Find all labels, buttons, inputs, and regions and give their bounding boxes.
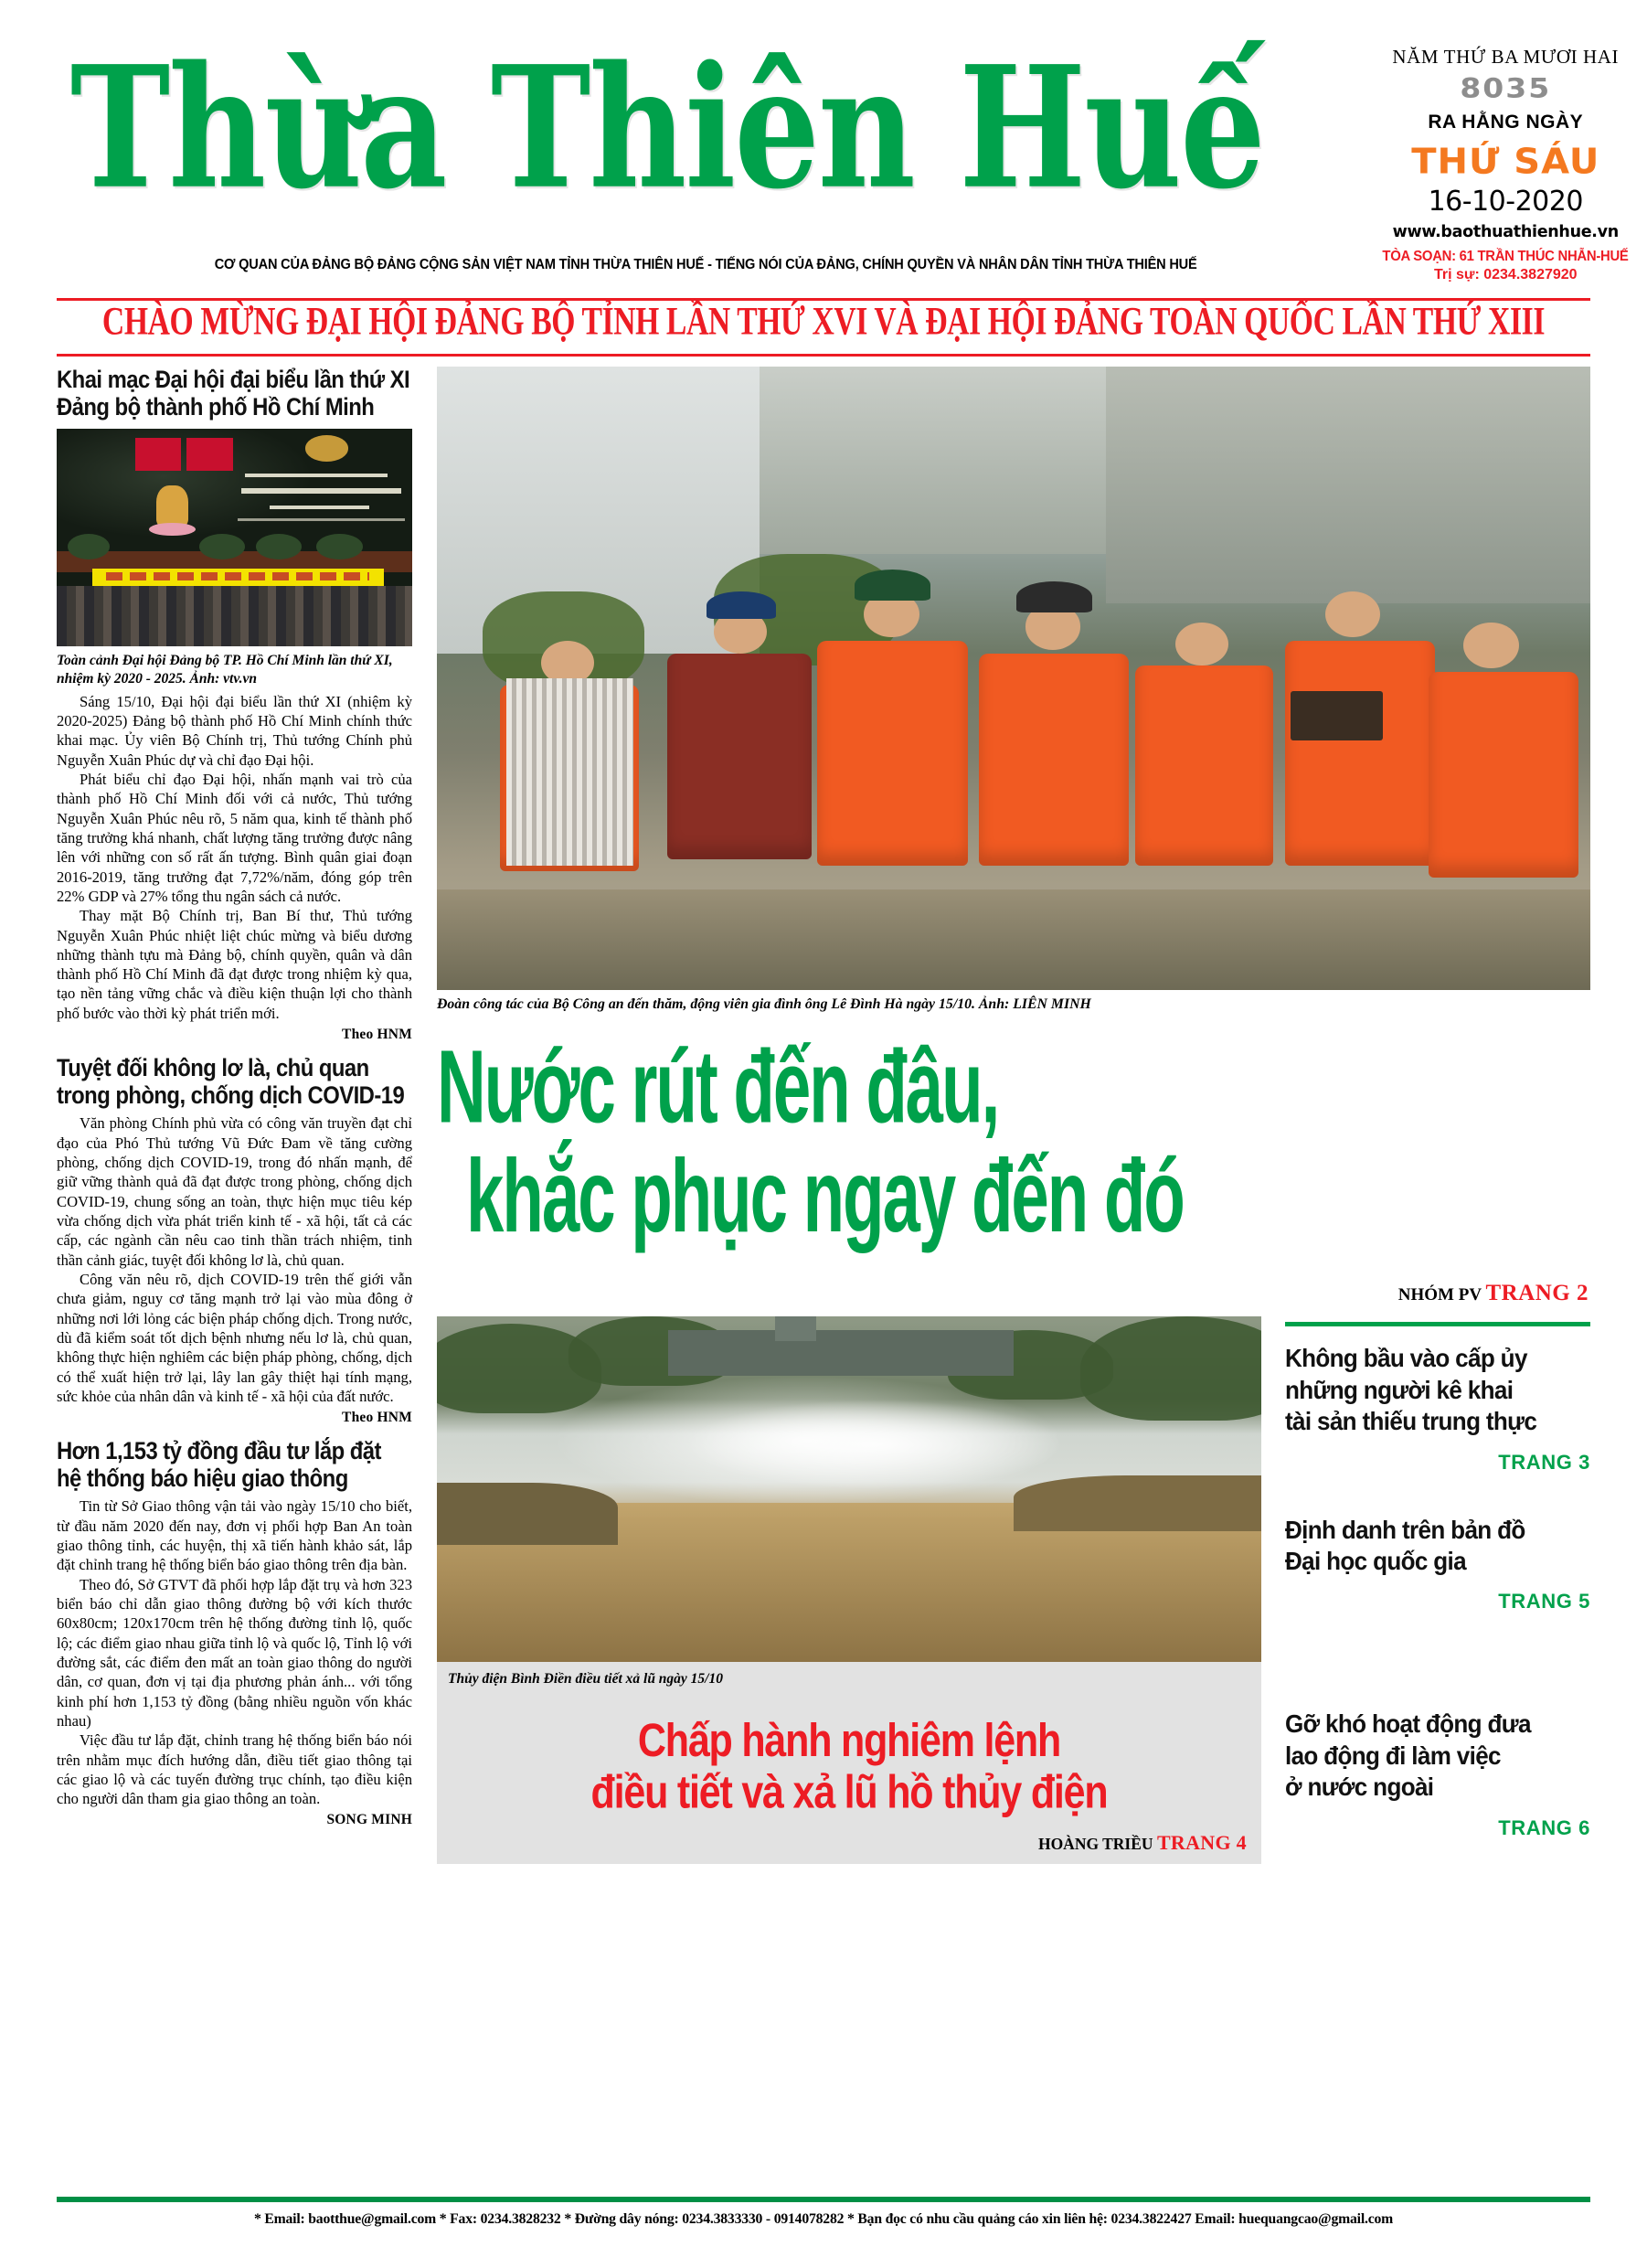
article2-headline-line1: Tuyệt đối không lơ là, chủ quan — [57, 1054, 369, 1082]
article2-paragraph: Văn phòng Chính phủ vừa có công văn truyền đạt chỉ đạo của Phó Thủ tướng Vũ Đức Đam về tăng cường phòng, chống dịch COVID-19, trong đó nhấn mạnh, để giữ vững thành quả đã đạt được trong phòng, chống dịch COVID-19, chung sống an toàn, thực hiện mục tiêu kép vừa chống dịch vừa phát triển kinh tế - xã hội, tất cả các cấp, các ngành cần nêu cao tinh thần trách nhiệm, tinh thần cảnh giác, tuyệt đối không lơ là, chủ quan. — [57, 1114, 412, 1269]
sidebar-item-2[interactable] — [1285, 1709, 1590, 1839]
article-hcmc-congress[interactable] — [57, 367, 412, 1043]
office-phone: Trị sự: 0234.3827920 — [1433, 267, 1578, 282]
article1-photo-caption — [57, 652, 412, 687]
footer-contact-text: * Email: baotthue@gmail.com * Fax: 0234.3828232 * Đường dây nóng: 0234.3833330 - 0914078282 * Bạn đọc có nhu cầu quảng cáo xin liên hệ: 0234.3822427 Email: huequangcao@gmail.com — [253, 2210, 1394, 2227]
article1-caption-text: Toàn cảnh Đại hội Đảng bộ TP. Hồ Chí Minh lần thứ XI, nhiệm kỳ 2020 - 2025. Ảnh: — [57, 653, 393, 687]
lower-section — [437, 1316, 1590, 1863]
article2-byline: Theo HNM — [342, 1410, 412, 1426]
article1-paragraph: Sáng 15/10, Đại hội đại biểu lần thứ XI (nhiệm kỳ 2020-2025) Đảng bộ thành phố Hồ Chí Minh chính thức khai mạc. Ủy viên Bộ Chính trị, Thủ tướng Chính phủ Nguyễn Xuân Phúc dự và chỉ đạo Đại hội. — [57, 692, 412, 769]
celebration-banner — [57, 298, 1590, 357]
sidebar-headline-line2: những người kê khai — [1285, 1375, 1514, 1404]
sidebar-headline-line1: Không bầu vào cấp ủy — [1285, 1344, 1527, 1373]
article3-headline[interactable] — [57, 1438, 412, 1492]
sidebar-headline-2[interactable] — [1285, 1709, 1589, 1803]
weekday-label: THỨ SÁU — [1411, 142, 1600, 182]
sidebar-item-1[interactable] — [1285, 1515, 1590, 1614]
main-column — [428, 367, 1590, 1864]
sidebar-headline-1[interactable] — [1285, 1515, 1589, 1578]
police-visiting-flood-victim-family-photo — [437, 367, 1590, 990]
lead-headline-line2: khắc phục ngay đến đó — [466, 1137, 1184, 1254]
main-photo-caption: Đoàn công tác của Bộ Công an đến thăm, động viên gia đình ông Lê Đình Hà ngày 15/10. Ảnh: LIÊN MINH — [437, 996, 1091, 1012]
banner-text: CHÀO MỪNG ĐẠI HỘI ĐẢNG BỘ TỈNH LẦN THỨ XVI VÀ ĐẠI HỘI ĐẢNG TOÀN QUỐC LẦN THỨ XIII — [101, 300, 1546, 344]
lead-credit-author: NHÓM PV — [1397, 1285, 1482, 1305]
left-column — [57, 367, 428, 1864]
masthead-tagline: CƠ QUAN CỦA ĐẢNG BỘ ĐẢNG CỘNG SẢN VIỆT NAM TỈNH THỪA THIÊN HUẾ - TIẾNG NÓI CỦA ĐẢNG, CHÍNH QUYỀN VÀ NHÂN DÂN TỈNH THỪA THIÊN HUẾ — [214, 256, 1197, 272]
masthead — [57, 0, 1629, 293]
article3-paragraph: Việc đầu tư lắp đặt, chỉnh trang hệ thống biển báo nói trên nhằm mục đích hướng dẫn, điều tiết giao thông tại các giao lộ và các tuyến đường trục chính, tạo điều kiện cho người dân tham gia giao thông an toàn. — [57, 1731, 412, 1808]
feature-headline-line1: Chấp hành nghiêm lệnh — [637, 1715, 1061, 1767]
article1-headline-line1: Khai mạc Đại hội đại biểu lần thứ XI — [57, 366, 410, 393]
article3-paragraph: Tin từ Sở Giao thông vận tải vào ngày 15/10 cho biết, từ đầu năm 2020 đến nay, đơn vị phối hợp Ban An toàn giao thông tỉnh, các huyện, thị xã tiến hành khảo sát, lắp đặt chỉnh trang hệ thống biển báo giao thông trên địa bàn. — [57, 1497, 412, 1574]
article-covid-vigilance[interactable] — [57, 1055, 412, 1426]
sidebar-headline-line1: Định danh trên bản đồ — [1285, 1515, 1525, 1544]
feature-credit — [448, 1831, 1250, 1855]
article3-headline-line2: hệ thống báo hiệu giao thông — [57, 1464, 348, 1492]
feature-credit-author: HOÀNG TRIỀU — [1037, 1834, 1153, 1853]
content-area — [57, 367, 1590, 1864]
sidebar-page-2[interactable]: TRANG 6 — [1498, 1815, 1590, 1839]
feature-headline-line2: điều tiết và xả lũ hồ thủy điện — [590, 1767, 1108, 1819]
sidebar-headline-0[interactable] — [1285, 1343, 1589, 1437]
article2-body — [57, 1113, 412, 1406]
sidebar-headline-line3: ở nước ngoài — [1285, 1773, 1434, 1802]
binh-dien-hydropower-discharge-photo — [437, 1316, 1261, 1662]
publication-frequency: RA HẰNG NGÀY — [1428, 112, 1584, 133]
sidebar-page-0[interactable]: TRANG 3 — [1498, 1450, 1590, 1474]
sidebar-headline-line2: lao động đi làm việc — [1285, 1741, 1501, 1770]
sidebar-headline-line1: Gỡ khó hoạt động đưa — [1285, 1709, 1531, 1739]
article2-headline-line2: trong phòng, chống dịch COVID-19 — [57, 1081, 405, 1109]
article3-body — [57, 1496, 412, 1808]
sidebar-green-rule — [1285, 1322, 1590, 1326]
banner-bottom-rule — [57, 354, 1590, 357]
lead-credit — [437, 1281, 1590, 1306]
lead-headline[interactable] — [437, 1028, 1590, 1254]
feature-panel — [437, 1662, 1261, 1863]
article2-paragraph: Công văn nêu rõ, dịch COVID-19 trên thế giới vẫn chưa giảm, nguy cơ tăng mạnh trở lại vào mùa đông ở những nơi lới lỏng các biện pháp chống dịch. Trong nước, dù đã kiểm soát tốt dịch bệnh nhưng nếu lơ là, chủ quan, không thực hiện nghiêm các biện pháp phòng, chống, dịch có thể xuất hiện trở lại, lây lan gây thiệt hại tính mạng, sức khỏe của nhân dân và kinh tế - xã hội của đất nước. — [57, 1270, 412, 1405]
feature-headline[interactable] — [448, 1715, 1250, 1819]
article1-byline: Theo HNM — [342, 1027, 412, 1043]
lead-headline-line1: Nước rút đến đâu, — [437, 1028, 999, 1145]
article1-caption-source: vtv.vn — [223, 670, 258, 687]
lead-credit-page[interactable]: TRANG 2 — [1485, 1281, 1589, 1306]
website-url[interactable]: www.baothuathienhue.vn — [1392, 223, 1619, 241]
office-address: TÒA SOẠN: 61 TRẦN THÚC NHẪN-HUẾ — [1382, 249, 1629, 264]
feature-block[interactable] — [437, 1316, 1272, 1863]
article1-headline-line2: Đảng bộ thành phố Hồ Chí Minh — [57, 392, 375, 421]
article3-headline-line1: Hơn 1,153 tỷ đồng đầu tư lắp đặt — [57, 1437, 381, 1465]
masthead-info-block — [1355, 42, 1647, 283]
masthead-left — [57, 30, 1355, 273]
hcmc-party-congress-photo — [57, 429, 412, 646]
article2-headline[interactable] — [57, 1055, 412, 1109]
sidebar-item-0[interactable] — [1285, 1343, 1590, 1474]
article1-headline[interactable] — [57, 367, 412, 421]
issue-number: 8035 — [1460, 72, 1552, 104]
article1-body — [57, 692, 412, 1023]
feature-photo-caption: Thủy điện Bình Điền điều tiết xả lũ ngày 15/10 — [448, 1671, 723, 1688]
feature-credit-page[interactable]: TRANG 4 — [1156, 1830, 1247, 1854]
article3-paragraph: Theo đó, Sở GTVT đã phối hợp lắp đặt trụ và hơn 323 biển báo chỉ dẫn giao thông đường bộ với kích thước 60x80cm; 120x170cm trên hệ thống đường tỉnh lộ, quốc lộ; các điểm giao nhau giữa tỉnh lộ và quốc lộ, Tỉnh lộ với đường sắt, các điểm đen mất an toàn giao thông do người dân, cơ quan, đơn vị tại địa phương phản ánh... với tổng kinh phí hơn 1,153 tỷ đồng (bằng nhiều nguồn vốn khác nhau) — [57, 1575, 412, 1730]
sidebar-headline-line2: Đại học quốc gia — [1285, 1547, 1466, 1576]
sidebar-page-1[interactable]: TRANG 5 — [1498, 1590, 1590, 1613]
sidebar-headline-line3: tài sản thiếu trung thực — [1285, 1407, 1537, 1436]
publication-date: 16-10-2020 — [1428, 186, 1583, 218]
article1-paragraph: Thay mặt Bộ Chính trị, Ban Bí thư, Thủ tướng Nguyễn Xuân Phúc nhiệt liệt chúc mừng và biểu dương những thành tựu mà Đảng bộ, chính quyền, quân và dân thành phố Hồ Chí Minh đã đạt được trong nhiệm kỳ qua, tạo nền tảng vững chắc và điều kiện thuận lợi cho thành phố bước vào thời kỳ phát triển mới. — [57, 907, 412, 1022]
article-traffic-signs-investment[interactable] — [57, 1438, 412, 1828]
sidebar-teasers — [1272, 1316, 1590, 1863]
newspaper-title: Thừa Thiên Huế — [69, 30, 1264, 227]
page-footer — [57, 2197, 1590, 2228]
article1-paragraph: Phát biểu chỉ đạo Đại hội, nhấn mạnh vai trò của thành phố Hồ Chí Minh đối với cả nước, Thủ tướng Nguyễn Xuân Phúc nêu rõ, 5 năm qua, kinh tế thành phố tăng trưởng khá nhanh, chất lượng tăng trưởng được nâng lên với những con số rất ấn tượng. Bình quân giai đoạn 2016-2019, tăng trưởng đạt 7,72%/năm, đóng góp trên 22% GDP và 27% tổng thu ngân sách cả nước. — [57, 771, 412, 905]
article3-byline: SONG MINH — [326, 1812, 412, 1828]
footer-green-rule — [57, 2197, 1590, 2202]
publication-year-line: NĂM THỨ BA MƯƠI HAI — [1392, 46, 1620, 68]
